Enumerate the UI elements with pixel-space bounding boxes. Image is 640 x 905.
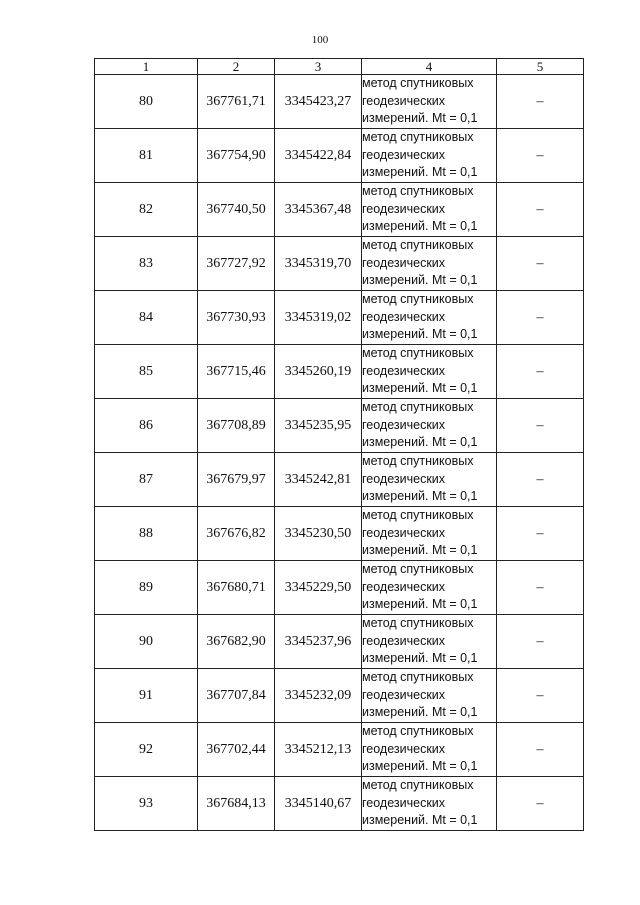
method-line-2: геодезических — [362, 633, 446, 648]
method-line-1: метод спутниковых — [362, 670, 474, 685]
method-description — [362, 615, 497, 669]
coordinate-x: 367715,46 — [198, 345, 275, 399]
note-cell: – — [497, 399, 584, 453]
coordinate-x: 367727,92 — [198, 237, 275, 291]
coordinate-y: 3345235,95 — [275, 399, 362, 453]
note-cell: – — [497, 75, 584, 129]
method-line-1: метод спутниковых — [362, 724, 474, 739]
method-line-1: метод спутниковых — [362, 238, 474, 253]
point-number: 89 — [95, 561, 198, 615]
coordinate-y: 3345319,70 — [275, 237, 362, 291]
note-cell: – — [497, 669, 584, 723]
method-line-1: метод спутниковых — [362, 508, 474, 523]
coordinate-y: 3345229,50 — [275, 561, 362, 615]
column-header-3: 3 — [275, 59, 362, 75]
table-row — [95, 399, 584, 453]
method-line-2: геодезических — [362, 201, 446, 216]
method-line-3: измерений. Mt = 0,1 — [362, 165, 478, 180]
method-line-2: геодезических — [362, 471, 446, 486]
coordinate-y: 3345242,81 — [275, 453, 362, 507]
coordinate-y: 3345212,13 — [275, 723, 362, 777]
method-line-2: геодезических — [362, 363, 446, 378]
column-header-2: 2 — [198, 59, 275, 75]
point-number: 82 — [95, 183, 198, 237]
method-line-2: геодезических — [362, 795, 446, 810]
table-row — [95, 129, 584, 183]
table-row — [95, 723, 584, 777]
method-line-1: метод спутниковых — [362, 616, 474, 631]
method-line-2: геодезических — [362, 93, 446, 108]
table-row — [95, 507, 584, 561]
method-description — [362, 399, 497, 453]
method-line-3: измерений. Mt = 0,1 — [362, 705, 478, 720]
coordinate-y: 3345422,84 — [275, 129, 362, 183]
table-row — [95, 561, 584, 615]
point-number: 81 — [95, 129, 198, 183]
method-line-3: измерений. Mt = 0,1 — [362, 219, 478, 234]
method-line-2: геодезических — [362, 255, 446, 270]
coordinate-x: 367680,71 — [198, 561, 275, 615]
table-row — [95, 183, 584, 237]
method-line-3: измерений. Mt = 0,1 — [362, 759, 478, 774]
coordinate-x: 367740,50 — [198, 183, 275, 237]
table-row — [95, 345, 584, 399]
point-number: 91 — [95, 669, 198, 723]
coordinate-y: 3345423,27 — [275, 75, 362, 129]
method-description — [362, 777, 497, 831]
method-line-2: геодезических — [362, 687, 446, 702]
note-cell: – — [497, 615, 584, 669]
note-cell: – — [497, 453, 584, 507]
method-description — [362, 453, 497, 507]
note-cell: – — [497, 183, 584, 237]
point-number: 86 — [95, 399, 198, 453]
method-line-1: метод спутниковых — [362, 292, 474, 307]
coordinate-x: 367707,84 — [198, 669, 275, 723]
coordinate-x: 367730,93 — [198, 291, 275, 345]
table-row — [95, 777, 584, 831]
method-line-2: геодезических — [362, 417, 446, 432]
table-row — [95, 669, 584, 723]
method-line-1: метод спутниковых — [362, 184, 474, 199]
method-line-1: метод спутниковых — [362, 562, 474, 577]
note-cell: – — [497, 345, 584, 399]
coordinate-y: 3345140,67 — [275, 777, 362, 831]
method-line-2: геодезических — [362, 309, 446, 324]
point-number: 93 — [95, 777, 198, 831]
method-description — [362, 669, 497, 723]
method-description — [362, 723, 497, 777]
method-line-1: метод спутниковых — [362, 454, 474, 469]
note-cell: – — [497, 291, 584, 345]
method-line-3: измерений. Mt = 0,1 — [362, 381, 478, 396]
point-number: 90 — [95, 615, 198, 669]
note-cell: – — [497, 777, 584, 831]
method-line-3: измерений. Mt = 0,1 — [362, 489, 478, 504]
note-cell: – — [497, 237, 584, 291]
table-row — [95, 615, 584, 669]
column-header-1: 1 — [95, 59, 198, 75]
method-line-3: измерений. Mt = 0,1 — [362, 813, 478, 828]
method-description — [362, 345, 497, 399]
coordinate-x: 367679,97 — [198, 453, 275, 507]
method-line-3: измерений. Mt = 0,1 — [362, 435, 478, 450]
method-line-1: метод спутниковых — [362, 76, 474, 91]
table-row — [95, 453, 584, 507]
method-line-3: измерений. Mt = 0,1 — [362, 543, 478, 558]
column-header-4: 4 — [362, 59, 497, 75]
point-number: 87 — [95, 453, 198, 507]
method-description — [362, 561, 497, 615]
table-body — [95, 75, 584, 831]
coordinate-y: 3345232,09 — [275, 669, 362, 723]
method-description — [362, 291, 497, 345]
method-line-1: метод спутниковых — [362, 400, 474, 415]
coordinate-y: 3345237,96 — [275, 615, 362, 669]
note-cell: – — [497, 507, 584, 561]
coordinate-y: 3345230,50 — [275, 507, 362, 561]
method-description — [362, 237, 497, 291]
coordinate-x: 367702,44 — [198, 723, 275, 777]
table-row — [95, 75, 584, 129]
method-line-3: измерений. Mt = 0,1 — [362, 327, 478, 342]
method-line-2: геодезических — [362, 579, 446, 594]
table-row — [95, 291, 584, 345]
table-header-row — [95, 59, 584, 75]
method-description — [362, 129, 497, 183]
point-number: 92 — [95, 723, 198, 777]
method-line-2: геодезических — [362, 525, 446, 540]
method-description — [362, 183, 497, 237]
note-cell: – — [497, 561, 584, 615]
method-line-3: измерений. Mt = 0,1 — [362, 651, 478, 666]
method-line-2: геодезических — [362, 147, 446, 162]
method-line-3: измерений. Mt = 0,1 — [362, 597, 478, 612]
method-line-1: метод спутниковых — [362, 346, 474, 361]
coordinate-x: 367754,90 — [198, 129, 275, 183]
page-number: 100 — [311, 34, 329, 46]
column-header-5: 5 — [497, 59, 584, 75]
table-row — [95, 237, 584, 291]
point-number: 84 — [95, 291, 198, 345]
coordinates-table — [94, 58, 584, 831]
coordinate-x: 367708,89 — [198, 399, 275, 453]
point-number: 85 — [95, 345, 198, 399]
method-line-1: метод спутниковых — [362, 130, 474, 145]
coordinate-y: 3345319,02 — [275, 291, 362, 345]
coordinate-x: 367761,71 — [198, 75, 275, 129]
method-line-3: измерений. Mt = 0,1 — [362, 273, 478, 288]
note-cell: – — [497, 723, 584, 777]
coordinate-x: 367676,82 — [198, 507, 275, 561]
point-number: 80 — [95, 75, 198, 129]
method-line-3: измерений. Mt = 0,1 — [362, 111, 478, 126]
point-number: 88 — [95, 507, 198, 561]
method-line-1: метод спутниковых — [362, 778, 474, 793]
method-description — [362, 75, 497, 129]
method-line-2: геодезических — [362, 741, 446, 756]
coordinate-y: 3345367,48 — [275, 183, 362, 237]
coordinate-x: 367684,13 — [198, 777, 275, 831]
coordinate-x: 367682,90 — [198, 615, 275, 669]
point-number: 83 — [95, 237, 198, 291]
method-description — [362, 507, 497, 561]
note-cell: – — [497, 129, 584, 183]
coordinate-y: 3345260,19 — [275, 345, 362, 399]
